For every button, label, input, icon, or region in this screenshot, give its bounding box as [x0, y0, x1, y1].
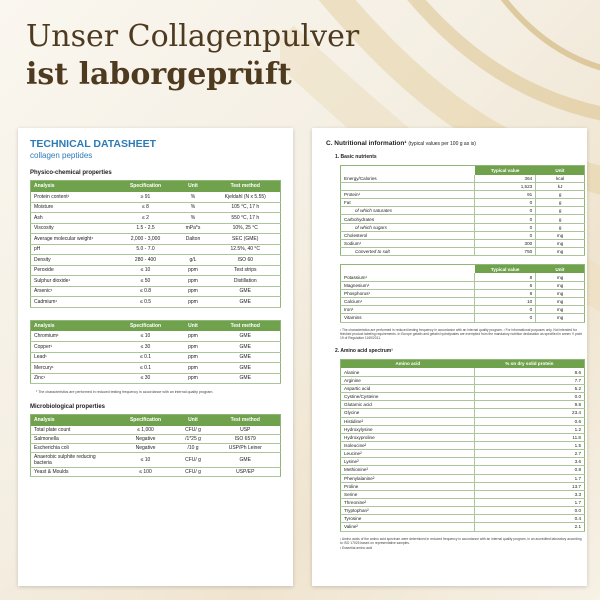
headline-line1: Unser Collagenpulver [26, 19, 360, 54]
table-row [341, 183, 585, 191]
table-cell: GME [211, 286, 281, 297]
table-row [341, 273, 585, 281]
table-cell: Distillation [211, 276, 281, 287]
datasheet-title: TECHNICAL DATASHEET [30, 138, 156, 150]
table-cell: Hydroxylysine [341, 425, 475, 433]
table-cell: 11.8 [475, 433, 585, 441]
table-cell: Negative [116, 444, 176, 453]
column-header: Unit [536, 264, 585, 273]
table-cell: Ash [31, 213, 116, 224]
column-header: Test method [211, 181, 281, 192]
column-header: Specification [116, 320, 176, 331]
table-cell: pH [31, 244, 116, 255]
table-cell: 1.7 [475, 498, 585, 506]
table-cell: Escherichia coli [31, 444, 116, 453]
table-cell: Peroxide [31, 265, 116, 276]
table-row [341, 191, 585, 199]
table-cell: 0.4 [475, 515, 585, 523]
table-cell: USP [211, 426, 281, 435]
nutrient-unit: g [536, 215, 585, 223]
table-cell: Isoleucine² [341, 441, 475, 449]
physico-table [30, 180, 281, 308]
table-cell: ppm [176, 286, 211, 297]
table-cell: Glycine [341, 409, 475, 417]
table-cell: Lead¹ [31, 352, 116, 363]
table-row [341, 175, 585, 183]
table-row [341, 223, 585, 231]
table-row [31, 468, 281, 477]
table-row [341, 215, 585, 223]
table-cell: Iron¹ [341, 306, 475, 314]
table-cell: ≤ 30 [116, 342, 176, 353]
table-cell: Yeast & Moulds [31, 468, 116, 477]
table-cell: 3.3 [475, 490, 585, 498]
column-header: % on dry solid protein [475, 359, 585, 368]
table-cell: Salmonella [31, 435, 116, 444]
table-cell: GME [211, 363, 281, 374]
table-cell: Density [31, 255, 116, 266]
table-header [341, 166, 585, 175]
column-header: Typical value [475, 264, 536, 273]
nutrient-unit: kJ [536, 183, 585, 191]
nutrient-label: of which saturates [341, 207, 475, 215]
table-row [31, 352, 281, 363]
table-cell: 0.8 [475, 466, 585, 474]
table-cell: Kjeldahl (N x 5.55) [211, 192, 281, 203]
nutrient-value: 300 [475, 239, 536, 247]
table-cell: GME [211, 297, 281, 308]
table-header [31, 181, 281, 192]
table-cell: ≤ 30 [116, 373, 176, 384]
column-header: Specification [116, 181, 176, 192]
table-cell: Arginine [341, 376, 475, 384]
table-cell: CFU/ g [176, 426, 211, 435]
nutrient-unit: mg [536, 231, 585, 239]
nutrient-value: 750 [475, 247, 536, 255]
table-cell: 1.7 [475, 474, 585, 482]
table-cell: GME [211, 373, 281, 384]
table-cell: CFU/ g [176, 468, 211, 477]
table-cell: ppm [176, 342, 211, 353]
table-cell: Hydroxyproline [341, 433, 475, 441]
minerals-table [340, 264, 585, 323]
nutrient-label: Carbohydrates [341, 215, 475, 223]
table-row [341, 417, 585, 425]
nutrient-label: Fat [341, 199, 475, 207]
table-cell: 8.6 [475, 368, 585, 376]
table-header [341, 359, 585, 368]
table-row [341, 433, 585, 441]
headline [26, 18, 359, 94]
table-cell: 2.1 [475, 523, 585, 531]
table-cell: ≤ 10 [116, 453, 176, 468]
table-header [341, 264, 585, 273]
table-cell: ≤ 50 [116, 276, 176, 287]
column-header: Test method [211, 320, 281, 331]
table-cell: Anaerobic sulphite reducing bacteria [31, 453, 116, 468]
table-cell: mg [536, 273, 585, 281]
table-cell: Tyrosine [341, 515, 475, 523]
essential-note: ² Essential amino acid [340, 546, 373, 551]
table-header [31, 320, 281, 331]
column-header [341, 166, 475, 175]
table-cell: Cystine/Cysteine [341, 393, 475, 401]
table-cell: 1.5 [475, 441, 585, 449]
datasheet-page [18, 128, 293, 586]
table-header [31, 415, 281, 426]
table-row [31, 373, 281, 384]
table-cell: ≤ 0.5 [116, 297, 176, 308]
table-row [341, 385, 585, 393]
table-cell: ppm [176, 331, 211, 342]
table-cell: 3.6 [475, 458, 585, 466]
table-row [341, 314, 585, 322]
column-header: Unit [176, 181, 211, 192]
table-row [341, 482, 585, 490]
table-cell: Mercury¹ [31, 363, 116, 374]
table-cell: SEC (GME) [211, 234, 281, 245]
table-row [341, 298, 585, 306]
table-row [31, 286, 281, 297]
table-row [341, 523, 585, 531]
table-cell: Test strips [211, 265, 281, 276]
nutrition-notes: ¹ The characteristics are performed in reduced testing frequency in accordance with an internal quality program. ² For informational purposes only. Not intended for finished product labeling requirements. In Europe gelatin and gelatin hydrolysates are exempted from the mandatory nutrition declaration as specified in annex V point 19 of Regulation 1169/2011. [340, 327, 583, 341]
column-header: Specification [116, 415, 176, 426]
column-header: Analysis [31, 320, 116, 331]
nutrient-unit: mg [536, 239, 585, 247]
table-row [341, 282, 585, 290]
table-cell: Methionine² [341, 466, 475, 474]
nutrient-value: 91 [475, 191, 536, 199]
nutrition-title-text: C. Nutritional information¹ [326, 140, 407, 147]
nutrient-value: 0 [475, 199, 536, 207]
amino-acid-title: 2. Amino acid spectrum¹ [335, 347, 393, 354]
amino-notes: ¹ Amino acids of the amino acid spectrum were determined in reduced frequency in accordance with an internal quality program, in an accredited laboratory according to ISO 17025 based on representative samples. [340, 536, 582, 545]
table-cell: % [176, 213, 211, 224]
table-cell: 105 °C, 17 h [211, 202, 281, 213]
table-cell: 12.5%, 40 °C [211, 244, 281, 255]
table-cell: 2,000 - 3,000 [116, 234, 176, 245]
table-row [31, 213, 281, 224]
nutrient-label: of which sugars [341, 223, 475, 231]
nutrient-unit: g [536, 199, 585, 207]
amino-acid-table [340, 359, 585, 532]
table-cell: Tryptophan² [341, 507, 475, 515]
table-cell: 8 [475, 273, 536, 281]
table-cell: ≤ 8 [116, 202, 176, 213]
table-cell: Threonine² [341, 498, 475, 506]
table-row [31, 297, 281, 308]
table-cell: 2.7 [475, 450, 585, 458]
table-cell: Sulphur dioxide¹ [31, 276, 116, 287]
table-row [31, 426, 281, 435]
nutrition-title-note: (typical values per 100 g as is) [408, 141, 476, 147]
table-row [341, 425, 585, 433]
table-cell: Copper¹ [31, 342, 116, 353]
table-cell: GME [211, 352, 281, 363]
table-cell: 6 [475, 282, 536, 290]
datasheet-subtitle: collagen peptides [30, 151, 93, 160]
table-cell: Negative [116, 435, 176, 444]
table-cell: Alanine [341, 368, 475, 376]
table-cell: Vitamins [341, 314, 475, 322]
table-row [341, 239, 585, 247]
table-cell: mg [536, 298, 585, 306]
basic-nutrients-table [340, 165, 585, 256]
nutrient-value: 0 [475, 231, 536, 239]
table-row [31, 202, 281, 213]
nutrient-value: 0 [475, 215, 536, 223]
table-row [31, 363, 281, 374]
table-cell: mg [536, 282, 585, 290]
table-cell: ISO 60 [211, 255, 281, 266]
table-cell: ISO 6579 [211, 435, 281, 444]
table-cell: Phenylalanine² [341, 474, 475, 482]
table-cell: 280 - 400 [116, 255, 176, 266]
table-cell: 550 °C, 17 h [211, 213, 281, 224]
table-cell: Calcium¹ [341, 298, 475, 306]
table-cell: Proline [341, 482, 475, 490]
table-row [341, 376, 585, 384]
table-cell: Moisture [31, 202, 116, 213]
table-cell: ppm [176, 276, 211, 287]
table-row [31, 223, 281, 234]
table-cell [176, 244, 211, 255]
table-cell: Lysine² [341, 458, 475, 466]
table-cell: 5.2 [475, 385, 585, 393]
table-cell: ≤ 0.1 [116, 363, 176, 374]
table-cell: ≤ 2 [116, 213, 176, 224]
table-cell: GME [211, 342, 281, 353]
table-row [341, 247, 585, 255]
table-cell: Cadmium¹ [31, 297, 116, 308]
table-row [341, 401, 585, 409]
table-row [31, 276, 281, 287]
basic-nutrients-title: 1. Basic nutrients [335, 154, 377, 160]
nutrition-page [312, 128, 587, 586]
table-cell: Average molecular weight¹ [31, 234, 116, 245]
table-row [31, 435, 281, 444]
nutrient-label: Cholesterol [341, 231, 475, 239]
nutrient-value: 1,523 [475, 183, 536, 191]
table-cell: Valine² [341, 523, 475, 531]
table-cell: Total plate count [31, 426, 116, 435]
table-row [341, 199, 585, 207]
table-row [31, 444, 281, 453]
column-header: Unit [176, 415, 211, 426]
nutrient-unit: g [536, 191, 585, 199]
table-cell: 5.0 - 7.0 [116, 244, 176, 255]
table-row [341, 498, 585, 506]
table-row [341, 490, 585, 498]
table-row [31, 192, 281, 203]
micro-table [30, 414, 281, 477]
table-cell: ≤ 10 [116, 331, 176, 342]
table-row [31, 342, 281, 353]
metals-table [30, 320, 281, 385]
nutrition-title [326, 140, 573, 147]
table-cell: ≤ 0.8 [116, 286, 176, 297]
table-cell: 1.2 [475, 425, 585, 433]
table-cell: mg [536, 306, 585, 314]
headline-line2: ist laborgeprüft [26, 57, 292, 92]
table-cell: 9.8 [475, 401, 585, 409]
column-header: Typical value [475, 166, 536, 175]
table-cell: Leucine² [341, 450, 475, 458]
table-row [341, 409, 585, 417]
table-row [341, 231, 585, 239]
table-cell: ppm [176, 373, 211, 384]
table-cell: 0.0 [475, 393, 585, 401]
table-cell: ppm [176, 297, 211, 308]
nutrient-label: Converted to salt [341, 247, 475, 255]
nutrient-label: Energy/Calories [341, 175, 475, 183]
table-cell: Chromium¹ [31, 331, 116, 342]
table-row [341, 207, 585, 215]
nutrient-unit: g [536, 207, 585, 215]
table-row [341, 515, 585, 523]
table-cell: ≤ 100 [116, 468, 176, 477]
nutrient-unit: g [536, 223, 585, 231]
table-cell: 0 [475, 306, 536, 314]
column-header: Unit [176, 320, 211, 331]
table-cell: Aspartic acid [341, 385, 475, 393]
table-row [341, 290, 585, 298]
table-cell: 13.7 [475, 482, 585, 490]
table-cell: CFU/ g [176, 453, 211, 468]
nutrient-label [341, 183, 475, 191]
table-cell: 7.7 [475, 376, 585, 384]
table-cell: 0.6 [475, 417, 585, 425]
table-row [341, 441, 585, 449]
table-cell: /10 g [176, 444, 211, 453]
column-header: Analysis [31, 415, 116, 426]
table-cell: 0.0 [475, 507, 585, 515]
table-cell: GME [211, 453, 281, 468]
table-cell: /1*25 g [176, 435, 211, 444]
nutrient-value: 0 [475, 207, 536, 215]
footnote: ¹ The characteristics are performed in reduced testing frequency in accordance with an internal quality program. [36, 390, 214, 394]
table-row [341, 474, 585, 482]
column-header [341, 264, 475, 273]
table-row [341, 393, 585, 401]
table-cell: 10%, 25 °C [211, 223, 281, 234]
table-cell: g/L [176, 255, 211, 266]
table-cell: Dalton [176, 234, 211, 245]
table-cell: mg [536, 290, 585, 298]
column-header: Amino acid [341, 359, 475, 368]
table-row [341, 466, 585, 474]
table-cell: GME [211, 331, 281, 342]
table-cell: Protein content¹ [31, 192, 116, 203]
micro-section-title: Microbiological properties [30, 404, 106, 410]
table-cell: Glutamic acid [341, 401, 475, 409]
table-cell: Phosphorus¹ [341, 290, 475, 298]
table-cell: ppm [176, 352, 211, 363]
table-cell: USP/Ph Leiner [211, 444, 281, 453]
column-header: Analysis [31, 181, 116, 192]
nutrient-unit: kcal [536, 175, 585, 183]
table-row [341, 450, 585, 458]
table-cell: Histidine² [341, 417, 475, 425]
table-cell: 8 [475, 290, 536, 298]
table-cell: mg [536, 314, 585, 322]
table-cell: 1.5 - 2.5 [116, 223, 176, 234]
physico-section-title: Physico-chemical properties [30, 170, 112, 176]
table-row [341, 458, 585, 466]
table-row [341, 306, 585, 314]
nutrient-label: Sodium¹ [341, 239, 475, 247]
table-cell: Magnesium¹ [341, 282, 475, 290]
table-row [31, 265, 281, 276]
table-row [31, 244, 281, 255]
table-cell: ppm [176, 265, 211, 276]
table-cell: ≤ 1,000 [116, 426, 176, 435]
table-row [341, 368, 585, 376]
table-cell: Potassium¹ [341, 273, 475, 281]
nutrient-value: 364 [475, 175, 536, 183]
table-cell: % [176, 202, 211, 213]
table-cell: 0 [475, 314, 536, 322]
nutrient-label: Protein¹ [341, 191, 475, 199]
table-cell: USP/EP [211, 468, 281, 477]
table-row [31, 331, 281, 342]
table-cell: Serine [341, 490, 475, 498]
table-row [31, 453, 281, 468]
nutrient-value: 0 [475, 223, 536, 231]
table-cell: 10 [475, 298, 536, 306]
column-header: Unit [536, 166, 585, 175]
table-cell: ≥ 91 [116, 192, 176, 203]
table-cell: ≤ 0.1 [116, 352, 176, 363]
table-row [341, 507, 585, 515]
table-cell: ppm [176, 363, 211, 374]
column-header: Test method [211, 415, 281, 426]
table-row [31, 255, 281, 266]
table-cell: mPa*s [176, 223, 211, 234]
table-cell: % [176, 192, 211, 203]
table-cell: Viscosity [31, 223, 116, 234]
nutrient-unit: mg [536, 247, 585, 255]
table-cell: ≤ 10 [116, 265, 176, 276]
table-cell: Zinc¹ [31, 373, 116, 384]
table-cell: 23.4 [475, 409, 585, 417]
table-row [31, 234, 281, 245]
table-cell: Arsenic¹ [31, 286, 116, 297]
